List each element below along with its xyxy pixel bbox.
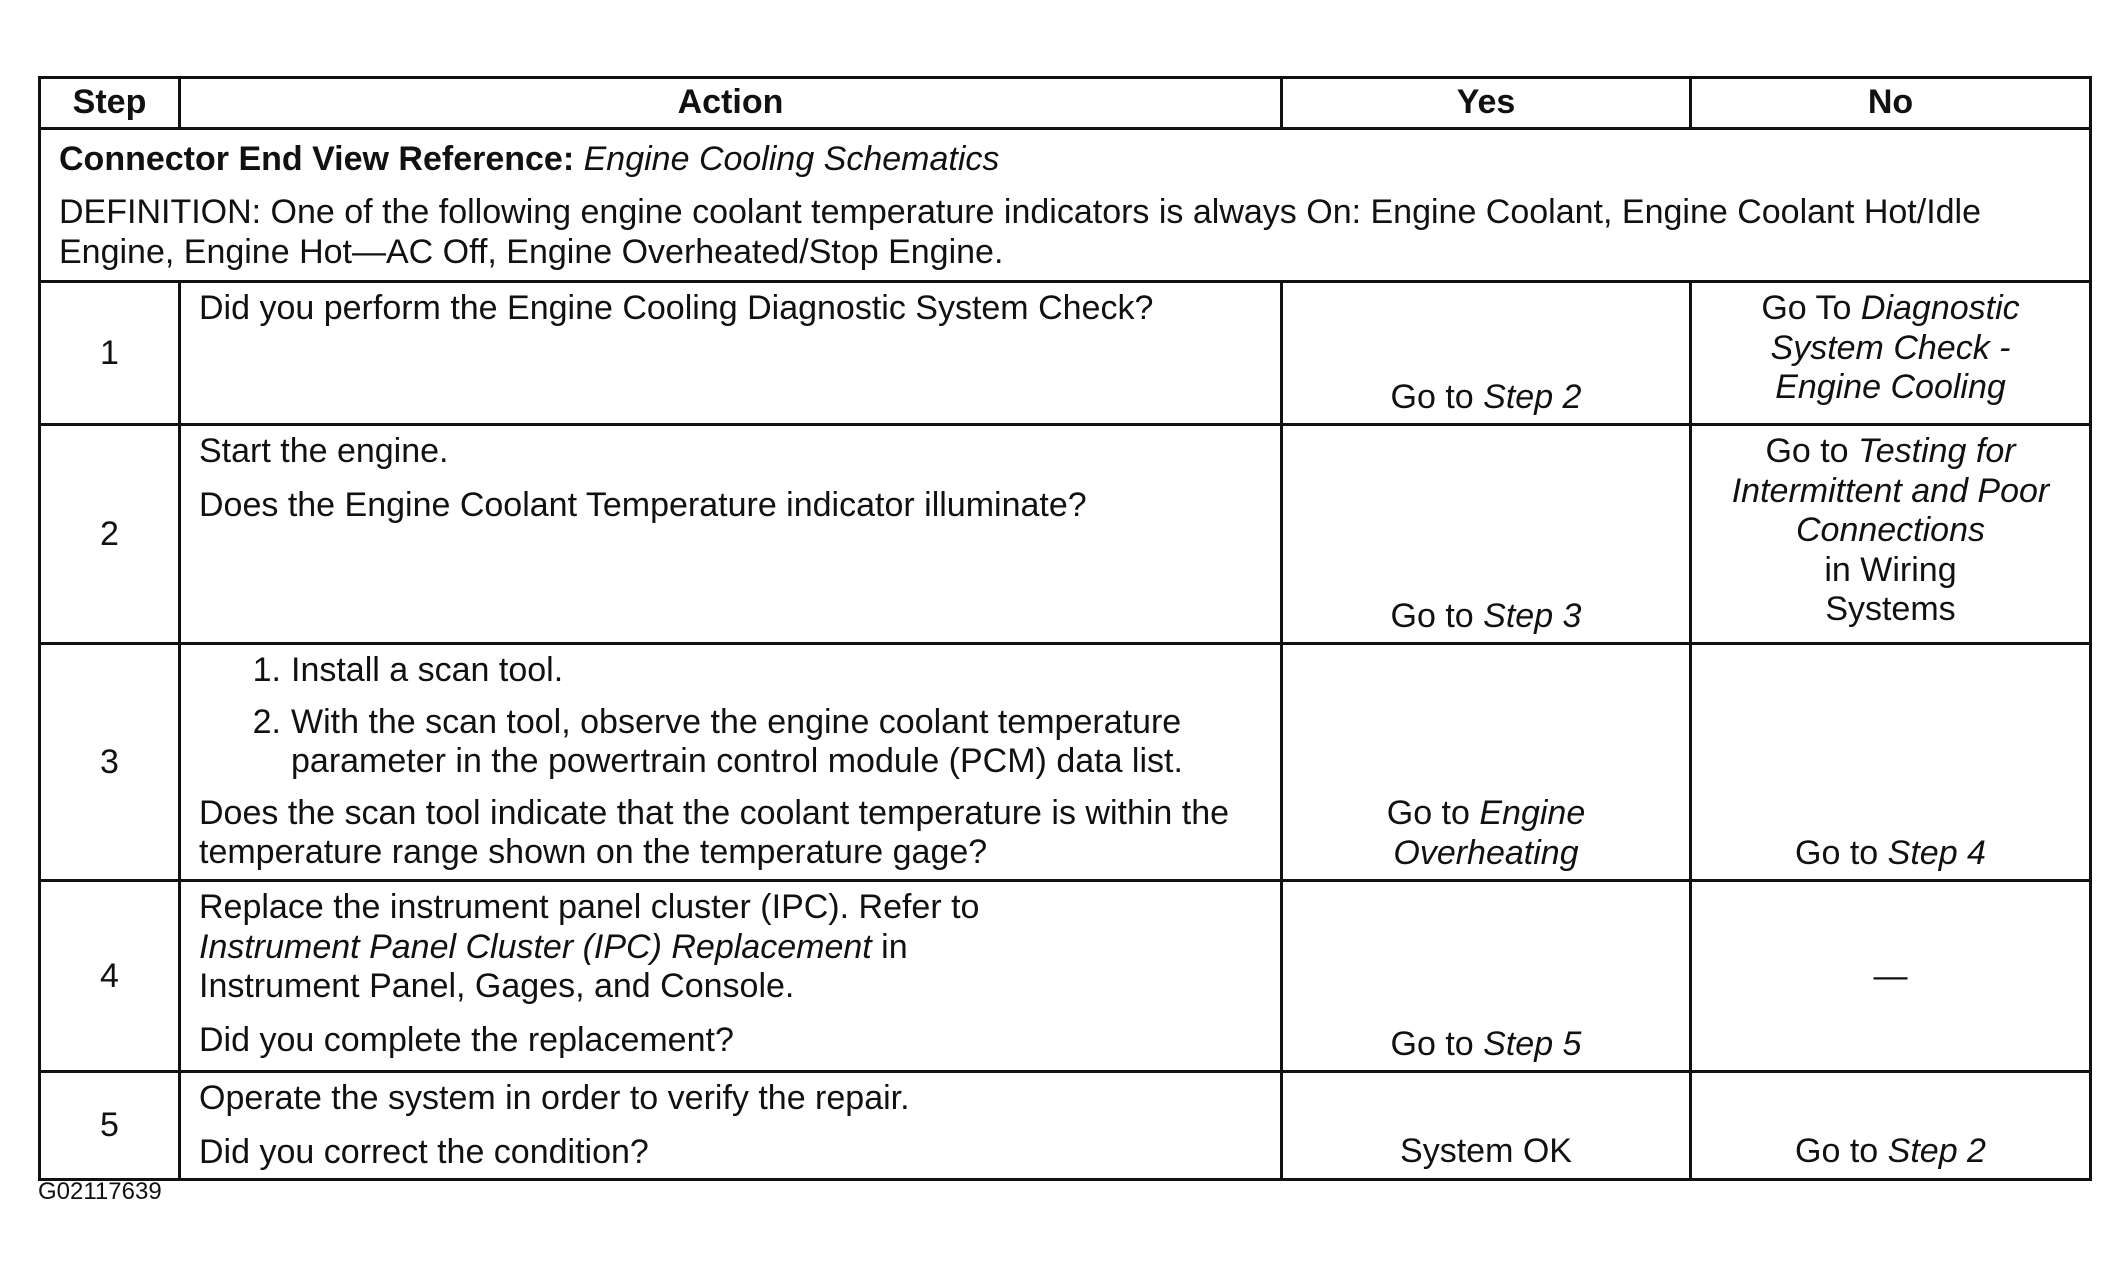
no-link[interactable]: Testing for Intermittent and Poor Connections (1731, 432, 2050, 550)
list-item-number: 2. (252, 702, 281, 741)
definition-text: DEFINITION: One of the following engine coolant temperature indicators is always On: Engine Coolant, Engine Coolant Hot/Idle Engine, Engine Hot—AC Off, Engine Overheated/Stop Engine. (59, 193, 1982, 271)
diagnostic-table (38, 76, 2092, 1181)
action-question: Does the Engine Coolant Temperature indicator illuminate? (199, 485, 1087, 524)
yes-link[interactable]: Step 3 (1483, 596, 1582, 635)
action-cell (180, 881, 1282, 1072)
no-cell (1691, 425, 2091, 644)
yes-cell (1282, 425, 1691, 644)
action-question: Did you correct the condition? (199, 1132, 649, 1171)
action-cell (180, 1072, 1282, 1180)
connector-reference (59, 140, 2071, 179)
header-action: Action (180, 78, 1282, 129)
action-cell (180, 282, 1282, 425)
action-prefix: Replace the instrument panel cluster (IPC). Refer to (199, 888, 980, 927)
list-item-number: 1. (252, 651, 281, 690)
no-prefix: Go to (1795, 1131, 1879, 1170)
yes-cell (1282, 282, 1691, 425)
reference-label: Connector End View Reference: (59, 140, 575, 178)
yes-link[interactable]: Step 2 (1483, 377, 1582, 416)
reference-cell (40, 129, 2091, 282)
header-no: No (1691, 78, 2091, 129)
step-number: 5 (40, 1072, 180, 1180)
yes-prefix: Go to (1390, 1024, 1474, 1063)
step-number: 3 (40, 644, 180, 881)
action-text: Start the engine. (199, 432, 449, 471)
yes-link[interactable]: Step 5 (1483, 1024, 1582, 1063)
action-cell (180, 425, 1282, 644)
action-question: Does the scan tool indicate that the coolant temperature is within the temperature range shown on the temperature gage? (199, 793, 1230, 872)
action-text (199, 888, 1262, 1006)
action-text: Operate the system in order to verify the repair. (199, 1079, 910, 1118)
yes-prefix: Go to (1386, 794, 1470, 833)
list-item (199, 703, 1262, 782)
no-prefix: Go to (1795, 833, 1879, 872)
yes-prefix: Go to (1390, 596, 1474, 635)
action-question: Did you perform the Engine Cooling Diagnostic System Check? (199, 289, 1154, 328)
no-suffix: in Wiring Systems (1824, 550, 1957, 629)
no-prefix: Go to (1765, 432, 1849, 471)
no-link[interactable]: Step 2 (1887, 1131, 1986, 1170)
action-question: Did you complete the replacement? (199, 1020, 734, 1059)
action-suffix: in Instrument Panel, Gages, and Console. (199, 927, 908, 1006)
list-item-text: With the scan tool, observe the engine coolant temperature parameter in the powertrain control module (PCM) data list. (291, 702, 1183, 781)
yes-link[interactable]: Engine Overheating (1393, 794, 1586, 872)
table-row (40, 425, 2091, 644)
reference-row (40, 129, 2091, 282)
header-step: Step (40, 78, 180, 129)
action-cell (180, 644, 1282, 881)
no-text: — (1873, 956, 1908, 995)
step-number: 1 (40, 282, 180, 425)
table-row (40, 1072, 2091, 1180)
no-prefix: Go To (1761, 289, 1852, 328)
table-row (40, 881, 2091, 1072)
yes-cell (1282, 881, 1691, 1072)
table-row (40, 282, 2091, 425)
no-cell (1691, 1072, 2091, 1180)
step-number: 4 (40, 881, 180, 1072)
no-link[interactable]: Step 4 (1887, 833, 1986, 872)
step-number: 2 (40, 425, 180, 644)
yes-cell (1282, 1072, 1691, 1180)
list-item (199, 651, 1262, 690)
yes-prefix: Go to (1390, 377, 1474, 416)
figure-id: G02117639 (38, 1178, 162, 1205)
no-cell (1691, 282, 2091, 425)
header-row (40, 78, 2091, 129)
yes-cell (1282, 644, 1691, 881)
header-yes: Yes (1282, 78, 1691, 129)
reference-link[interactable]: Engine Cooling Schematics (583, 140, 1000, 178)
no-cell (1691, 881, 2091, 1072)
table-row (40, 644, 2091, 881)
no-cell (1691, 644, 2091, 881)
no-link[interactable]: Diagnostic System Check - Engine Cooling (1770, 289, 2020, 407)
list-item-text: Install a scan tool. (291, 651, 564, 690)
action-link[interactable]: Instrument Panel Cluster (IPC) Replacement (199, 927, 872, 966)
yes-text: System OK (1400, 1131, 1572, 1170)
